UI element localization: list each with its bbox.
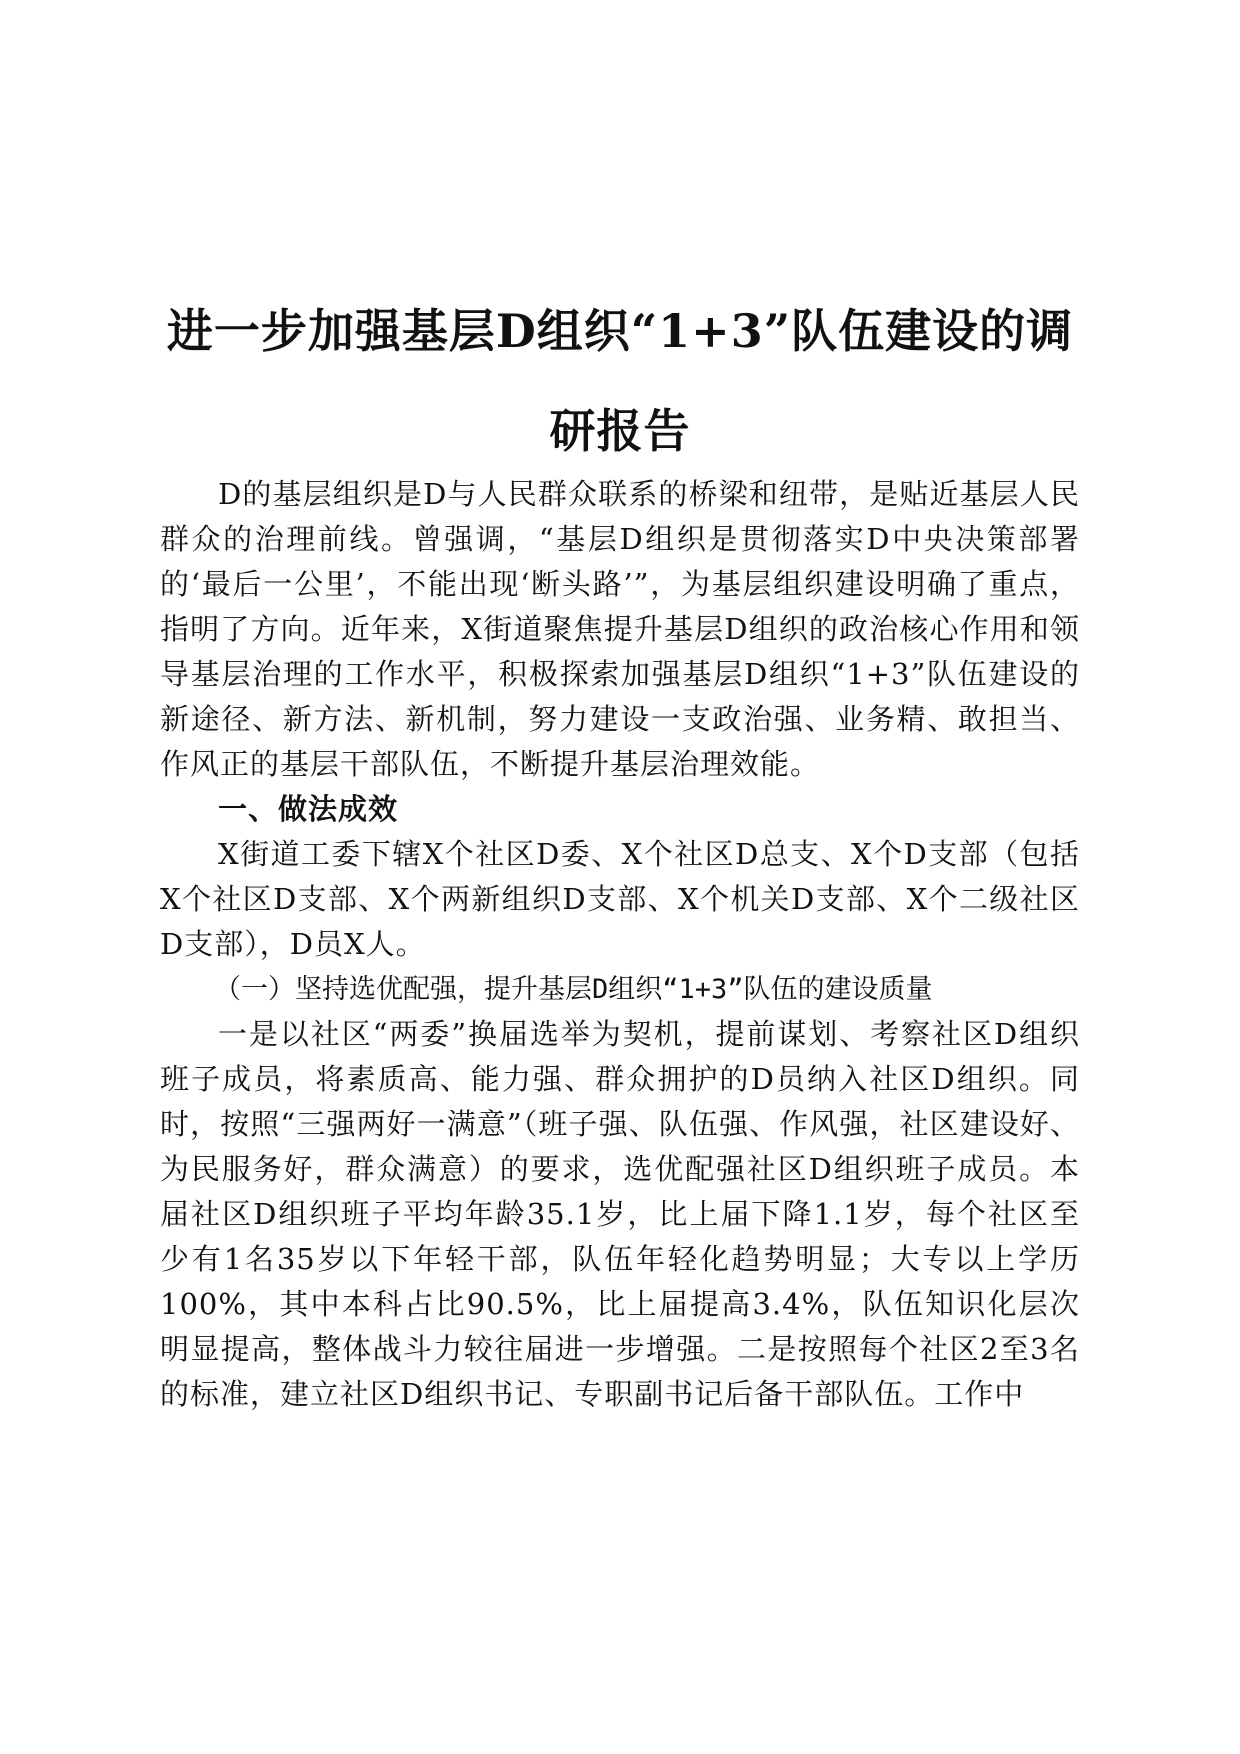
title-line-2: 研报告 — [549, 403, 691, 458]
section-heading: 一、做法成效 — [218, 792, 399, 826]
subsection-heading: （一）坚持选优配强，提升基层D组织“1+3”队伍的建设质量 — [214, 974, 933, 1005]
title-line-1: 进一步加强基层D组织“1+3”队伍建设的调 — [166, 303, 1074, 358]
intro-paragraph: D的基层组织是D与人民群众联系的桥梁和纽带，是贴近基层人民群众的治理前线。曾强调，“基层D组织是贯彻落实D中央决策部署的‘最后一公里’，不能出现‘断头路’”，为基层组织建设明确了重点，指明了方向。近年来，X街道聚焦提升基层D组织的政治核心作用和领导基层治理的工作水平，积极探索加强基层D组织“1+3”队伍建设的新途径、新方法、新机制，努力建设一支政治强、业务精、敢担当、作风正的基层干部队伍，不断提升基层治理效能。 — [160, 477, 1080, 781]
document-body — [160, 472, 1080, 1417]
document-title — [150, 281, 1090, 481]
subsection-paragraph: 一是以社区“两委”换届选举为契机，提前谋划、考察社区D组织班子成员，将素质高、能力强、群众拥护的D员纳入社区D组织。同时，按照“三强两好一满意”（班子强、队伍强、作风强，社区建设好、为民服务好，群众满意）的要求，选优配强社区D组织班子成员。本届社区D组织班子平均年龄35.1岁，比上届下降1.1岁，每个社区至少有1名35岁以下年轻干部，队伍年轻化趋势明显；大专以上学历100%，其中本科占比90.5%，比上届提高3.4%，队伍知识化层次明显提高，整体战斗力较往届进一步增强。二是按照每个社区2至3名的标准，建立社区D组织书记、专职副书记后备干部队伍。工作中 — [160, 1017, 1080, 1411]
section-paragraph: X街道工委下辖X个社区D委、X个社区D总支、X个D支部（包括X个社区D支部、X个两新组织D支部、X个机关D支部、X个二级社区D支部），D员X人。 — [160, 837, 1080, 961]
